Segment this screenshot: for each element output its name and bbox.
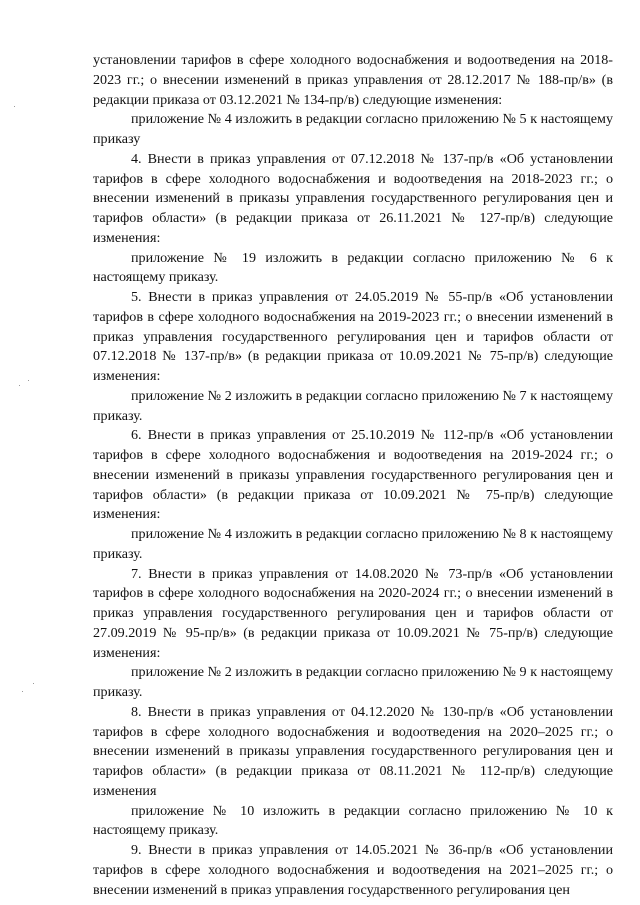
paragraph-item-8: 8. Внести в приказ управления от 04.12.2020 № 130-пр/в «Об установлении тарифов в сфере холодного водоснабжения и водоотведения на 2020–2025 гг.; о внесении изменений в приказы управления государственного регулирования цен и тарифов области» (в редакции приказа от 08.11.2021 № 112-пр/в) следующие изменения bbox=[93, 703, 613, 799]
scan-speck bbox=[14, 106, 15, 107]
document-body bbox=[93, 51, 613, 900]
paragraph-amendment: приложение № 4 изложить в редакции согласно приложению № 8 к настоящему приказу. bbox=[93, 526, 613, 562]
paragraph-amendment: приложение № 10 изложить в редакции согласно приложению № 10 к настоящему приказу. bbox=[93, 802, 613, 839]
scan-speck bbox=[22, 691, 23, 692]
scan-speck bbox=[28, 380, 29, 381]
paragraph-continuation: установлении тарифов в сфере холодного водоснабжения и водоотведения на 2018-2023 гг.; о внесении изменений в приказ управления от 28.12.2017 № 188-пр/в» (в редакции приказа от 03.12.2021 № 134-пр/в) следующие изменения: bbox=[93, 52, 613, 108]
scan-speck bbox=[33, 683, 34, 684]
paragraph-item-9: 9. Внести в приказ управления от 14.05.2021 № 36-пр/в «Об установлении тарифов в сфере холодного водоснабжения и водоотведения на 2021–2025 гг.; о внесении изменений в приказ управления государственного регулирования цен bbox=[93, 842, 613, 898]
paragraph-item-5: 5. Внести в приказ управления от 24.05.2019 № 55-пр/в «Об установлении тарифов в сфере холодного водоснабжения на 2019-2023 гг.; о внесении изменений в приказ управления государственного регулирования цен и тарифов области от 07.12.2018 № 137-пр/в» (в редакции приказа от 10.09.2021 № 75-пр/в) следующие изменения: bbox=[93, 289, 613, 384]
paragraph-amendment: приложение № 2 изложить в редакции согласно приложению № 7 к настоящему приказу. bbox=[93, 387, 613, 424]
paragraph-item-4: 4. Внести в приказ управления от 07.12.2018 № 137-пр/в «Об установлении тарифов в сфере холодного водоснабжения и водоотведения на 2018-2023 гг.; о внесении изменений в приказы управления государственного регулирования цен и тарифов области» (в редакции приказа от 26.11.2021 № 127-пр/в) следующие изменения: bbox=[93, 150, 613, 246]
paragraph-amendment: приложение № 4 изложить в редакции согласно приложению № 5 к настоящему приказу bbox=[93, 111, 613, 147]
paragraph-item-7: 7. Внести в приказ управления от 14.08.2020 № 73-пр/в «Об установлении тарифов в сфере холодного водоснабжения на 2020-2024 гг.; о внесении изменений в приказ управления государственного регулирования цен и тарифов области от 27.09.2019 № 95-пр/в» (в редакции приказа от 10.09.2021 № 75-пр/в) следующие изменения: bbox=[93, 565, 613, 661]
paragraph-amendment: приложение № 19 изложить в редакции согласно приложению № 6 к настоящему приказу. bbox=[93, 249, 613, 286]
paragraph-item-6: 6. Внести в приказ управления от 25.10.2019 № 112-пр/в «Об установлении тарифов в сфере холодного водоснабжения и водоотведения на 2019-2024 гг.; о внесении изменений в приказы управления государственного регулирования цен и тарифов области» (в редакции приказа от 10.09.2021 № 75-пр/в) следующие изменения: bbox=[93, 427, 613, 523]
paragraph-amendment: приложение № 2 изложить в редакции согласно приложению № 9 к настоящему приказу. bbox=[93, 664, 613, 700]
scan-speck bbox=[19, 385, 20, 386]
